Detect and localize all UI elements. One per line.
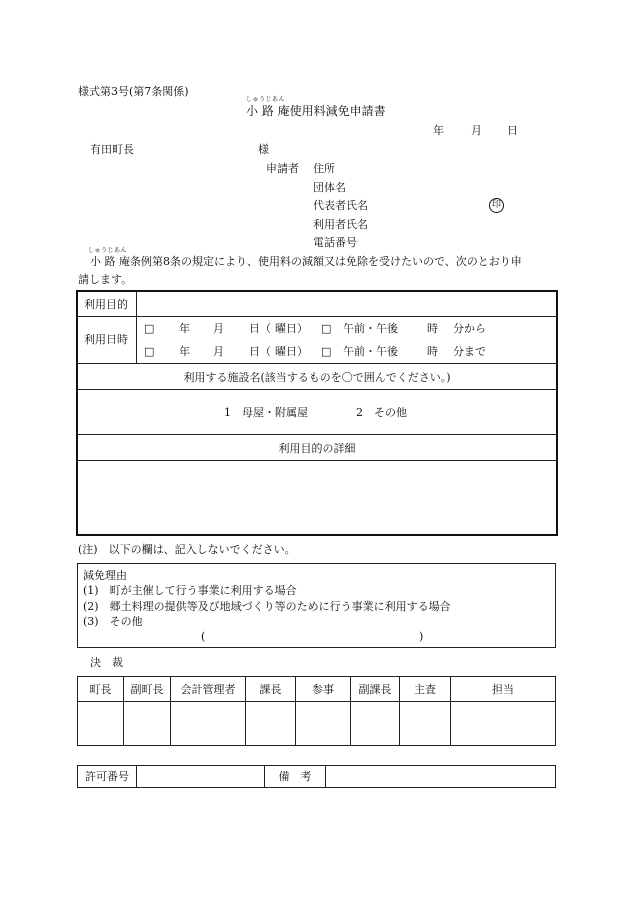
- approval-header: 副町長: [124, 677, 171, 702]
- form-number: 様式第3号(第7条関係): [78, 85, 189, 98]
- minute-to-label: 分まで: [453, 345, 486, 358]
- checkbox[interactable]: □: [144, 322, 155, 335]
- applicant-field-address: 住所: [313, 162, 335, 175]
- stamp-cell[interactable]: [246, 702, 296, 746]
- intro-line-2: 請します。: [78, 273, 133, 286]
- facility-option-1[interactable]: 1 母屋・附属屋: [224, 406, 308, 419]
- page-title: 小 路 庵使用料減免申請書: [246, 104, 386, 118]
- stamp-cell[interactable]: [296, 702, 351, 746]
- stamp-cell[interactable]: [171, 702, 246, 746]
- approval-header: 副課長: [351, 677, 400, 702]
- checkbox[interactable]: □: [144, 345, 155, 358]
- month-unit: 月: [213, 322, 224, 335]
- checkbox[interactable]: □: [321, 345, 332, 358]
- stamp-cell[interactable]: [78, 702, 124, 746]
- permit-row: [78, 766, 556, 788]
- honorific: 様: [258, 143, 269, 156]
- approval-stamp-row: [78, 702, 556, 746]
- ampm-label: 午前・午後: [343, 322, 398, 335]
- applicant-field-representative: 代表者氏名: [313, 199, 368, 212]
- remarks-field[interactable]: [326, 766, 556, 788]
- date-day: 日: [507, 124, 518, 137]
- approval-header: 町長: [78, 677, 124, 702]
- permit-number-field[interactable]: [137, 766, 265, 788]
- approval-header: 主査: [400, 677, 451, 702]
- stamp-cell[interactable]: [351, 702, 400, 746]
- weekday-unit: 曜日）: [275, 345, 308, 358]
- reason-item-3: (3) その他: [83, 615, 143, 628]
- application-form: [76, 290, 558, 536]
- datetime-label: 利用日時: [84, 333, 128, 346]
- purpose-field[interactable]: [138, 293, 554, 315]
- purpose-label: 利用目的: [84, 298, 128, 311]
- permit-table: [77, 765, 556, 788]
- applicant-field-phone: 電話番号: [313, 236, 357, 249]
- reason-title: 減免理由: [83, 569, 127, 582]
- year-unit: 年: [179, 322, 190, 335]
- decision-label: 決 裁: [90, 656, 123, 669]
- remarks-label: 備 考: [265, 766, 326, 788]
- day-unit: 日（: [249, 345, 271, 358]
- approval-header: 課長: [246, 677, 296, 702]
- seal-icon: 印: [489, 198, 504, 213]
- permit-label: 許可番号: [78, 766, 137, 788]
- reason-item-2: (2) 郷土料理の提供等及び地域づくり等のために行う事業に利用する場合: [83, 600, 451, 613]
- intro-line-1: 小 路 庵条例第8条の規定により、使用料の減額又は免除を受けたいので、次のとおり申: [90, 255, 522, 268]
- date-month: 月: [471, 124, 482, 137]
- reason-paren-open: (: [201, 630, 206, 643]
- applicant-label: 申請者: [266, 162, 299, 175]
- approval-header: 会計管理者: [171, 677, 246, 702]
- detail-header: 利用目的の詳細: [278, 442, 356, 455]
- date-year: 年: [433, 124, 444, 137]
- hour-unit: 時: [427, 322, 438, 335]
- note: (注) 以下の欄は、記入しないでください。: [78, 543, 296, 556]
- stamp-cell[interactable]: [124, 702, 171, 746]
- day-unit: 日（: [249, 322, 271, 335]
- facility-header: 利用する施設名(該当するものを〇で囲んでください。): [183, 371, 451, 384]
- intro-ruby: しゅうじあん: [88, 247, 128, 254]
- facility-option-2[interactable]: 2 その他: [356, 406, 407, 419]
- approval-header: 参事: [296, 677, 351, 702]
- applicant-field-group: 団体名: [313, 181, 346, 194]
- approval-table: [77, 676, 556, 746]
- applicant-field-user: 利用者氏名: [313, 218, 368, 231]
- checkbox[interactable]: □: [321, 322, 332, 335]
- approval-header: 担当: [451, 677, 556, 702]
- ampm-label: 午前・午後: [343, 345, 398, 358]
- addressee: 有田町長: [90, 143, 134, 156]
- stamp-cell[interactable]: [451, 702, 556, 746]
- hour-unit: 時: [427, 345, 438, 358]
- reason-item-1: (1) 町が主催して行う事業に利用する場合: [83, 584, 297, 597]
- stamp-cell[interactable]: [400, 702, 451, 746]
- title-ruby: しゅうじあん: [246, 96, 286, 103]
- month-unit: 月: [213, 345, 224, 358]
- weekday-unit: 曜日）: [275, 322, 308, 335]
- reason-paren-close: ): [419, 630, 424, 643]
- reason-box: [77, 563, 556, 648]
- detail-field[interactable]: [79, 462, 555, 532]
- minute-from-label: 分から: [453, 322, 486, 335]
- approval-header-row: [78, 677, 556, 702]
- year-unit: 年: [179, 345, 190, 358]
